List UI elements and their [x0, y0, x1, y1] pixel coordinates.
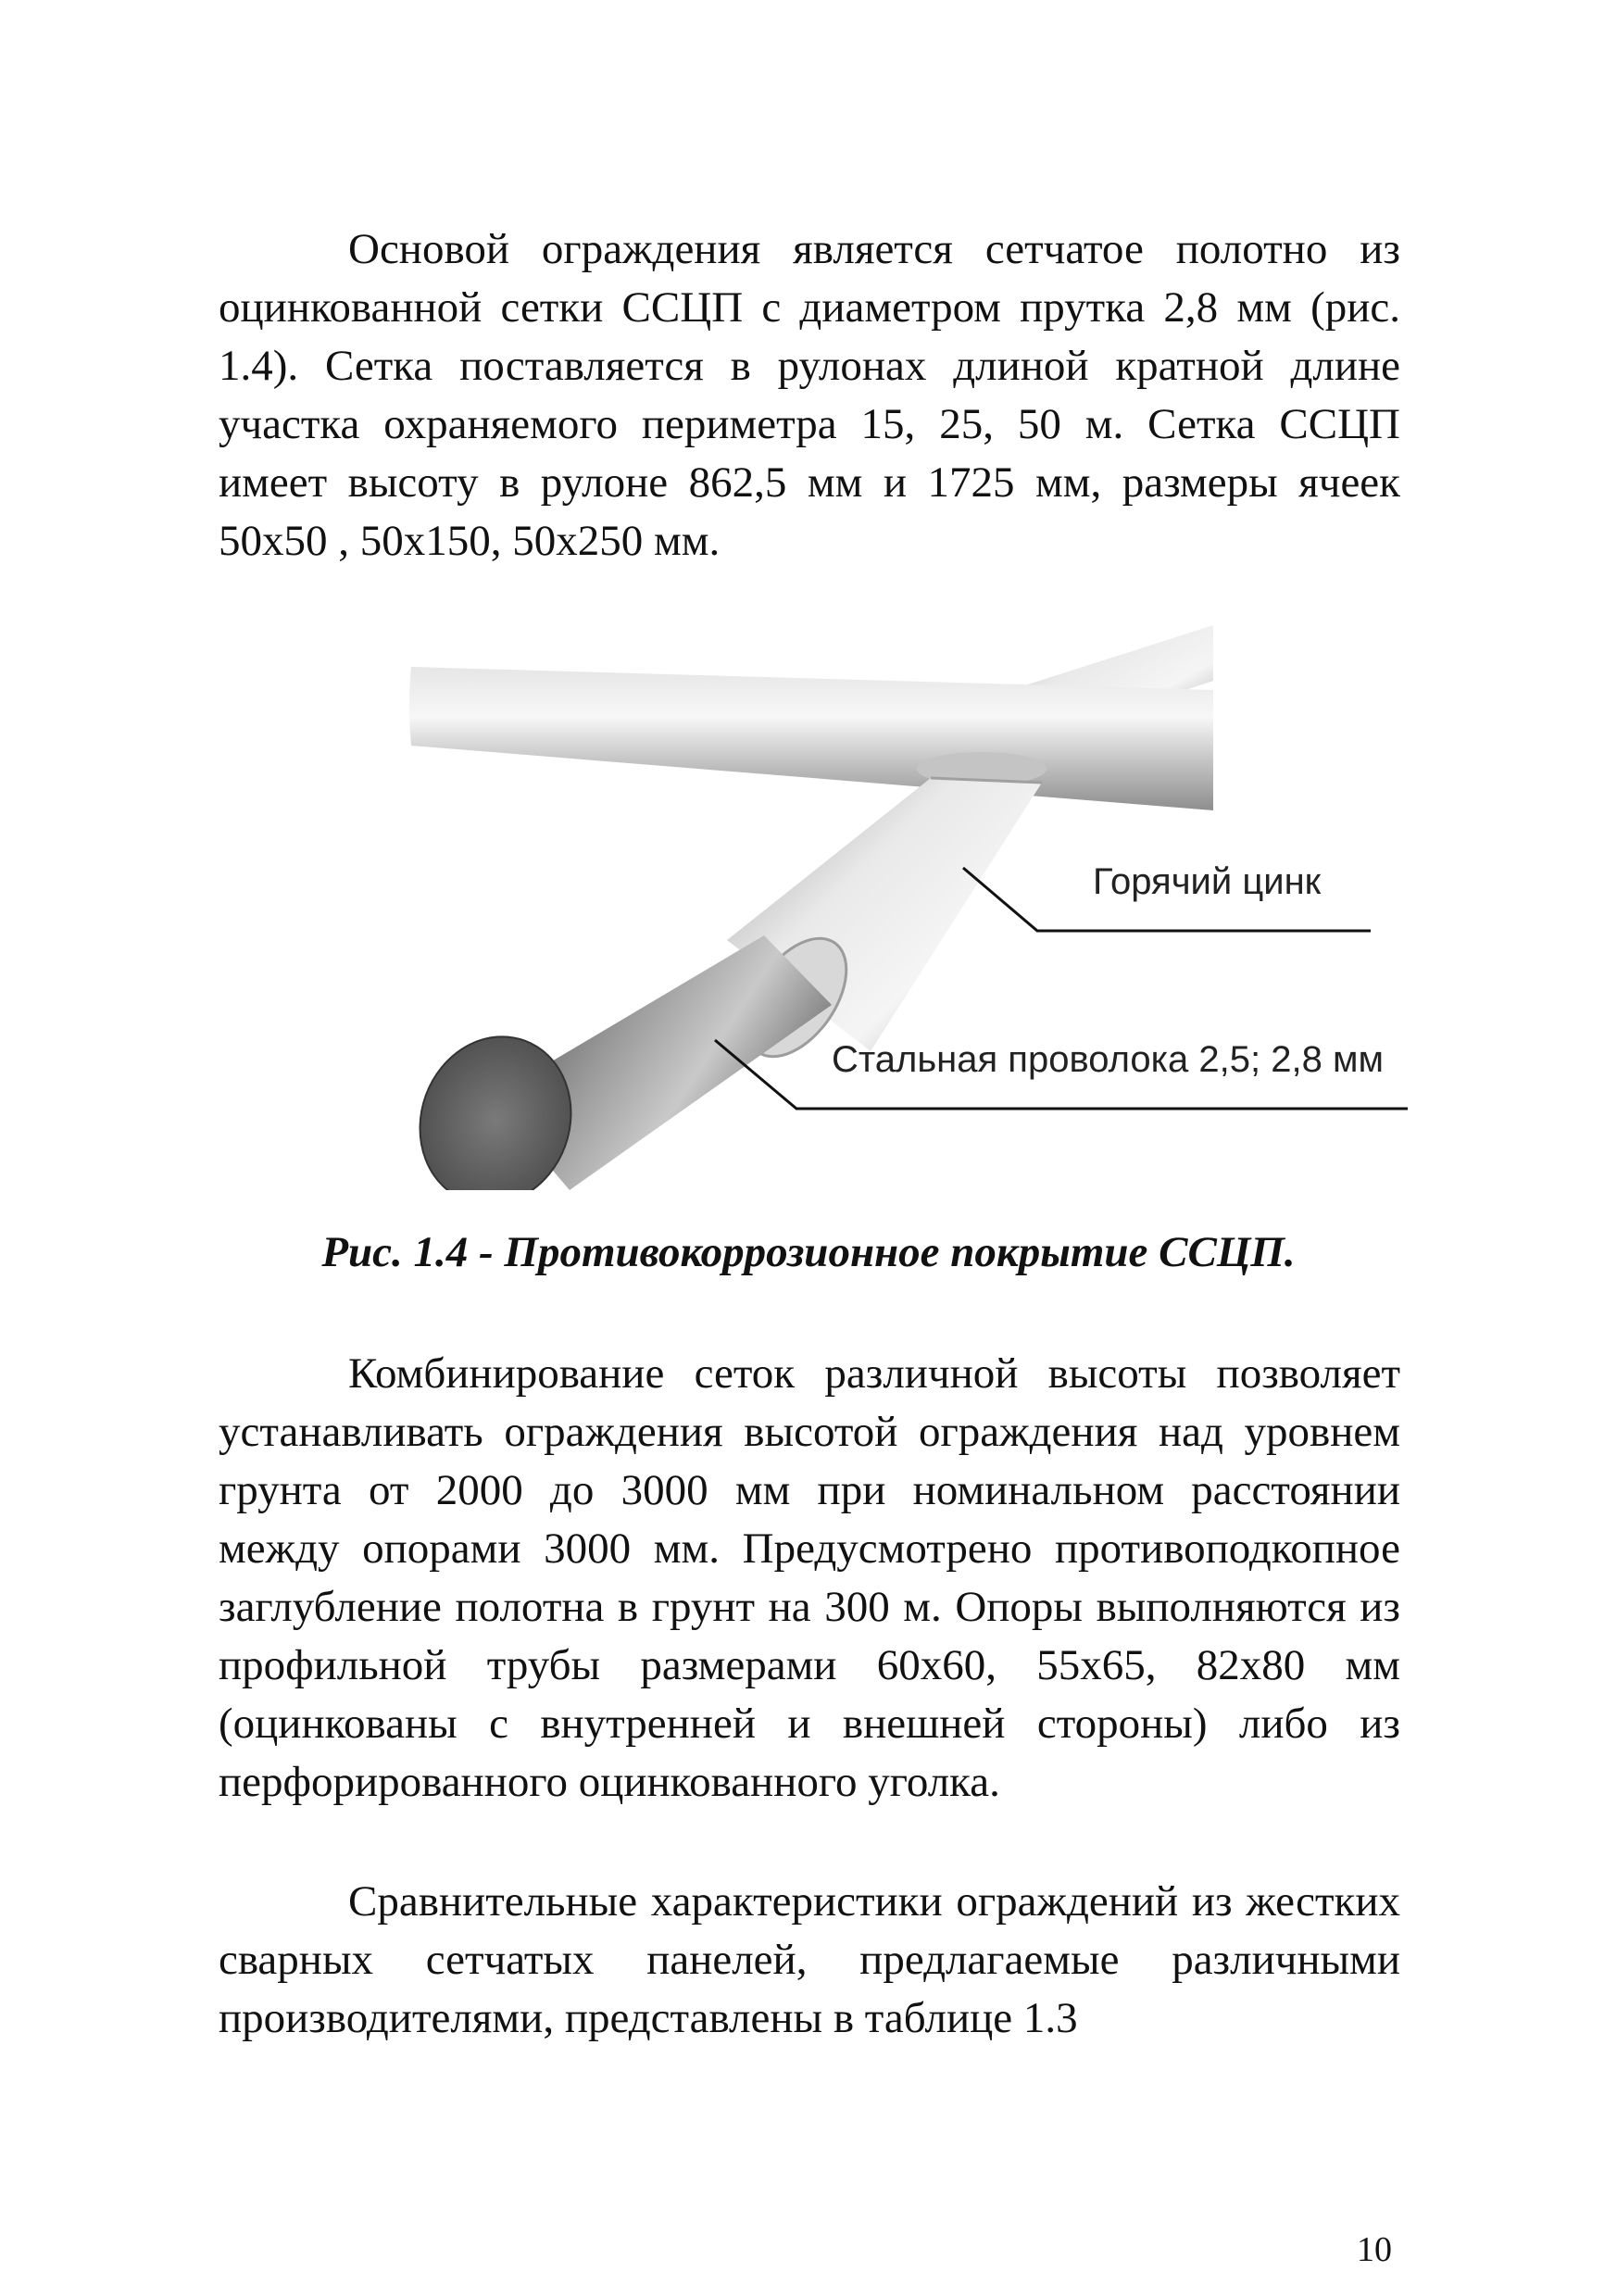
page-number: 10: [1357, 2230, 1392, 2269]
horizontal-rod: [409, 667, 1213, 810]
label-hot-zinc: Горячий цинк: [1093, 861, 1322, 902]
figure-wire-coating: [389, 616, 1426, 1190]
wire-illustration: [389, 616, 1426, 1190]
paragraph-combining: Комбинирование сеток различной высоты позволяет устанавливать ограждения высотой ограждения над уровнем грунта от 2000 до 3000 мм при номинальном расстоянии между опорами 3000 мм. Предусмотрено противоподкопное заглубление полотна в грунт на 300 м. Опоры выполняются из профильной трубы размерами 60х60, 55х65, 82х80 мм (оцинкованы с внутренней и внешней стороны) либо из перфорированного оцинкованного уголка.: [219, 1349, 1400, 1806]
paragraph-comparison: Сравнительные характеристики ограждений из жестких сварных сетчатых панелей, предлагаемые различными производителями, представлены в таблице 1.3: [219, 1877, 1400, 2042]
figure-caption: Рис. 1.4 - Противокоррозионное покрытие ССЦП.: [321, 1228, 1296, 1276]
label-steel-wire: Стальная проволока 2,5; 2,8 мм: [832, 1039, 1384, 1080]
paragraph-intro: Основой ограждения является сетчатое полотно из оцинкованной сетки ССЦП с диаметром прутка 2,8 мм (рис. 1.4). Сетка поставляется в рулонах длиной кратной длине участка охраняемого периметра 15, 25, 50 м. Сетка ССЦП имеет высоту в рулоне 862,5 мм и 1725 мм, размеры ячеек 50х50 , 50х150, 50х250 мм.: [219, 225, 1400, 565]
